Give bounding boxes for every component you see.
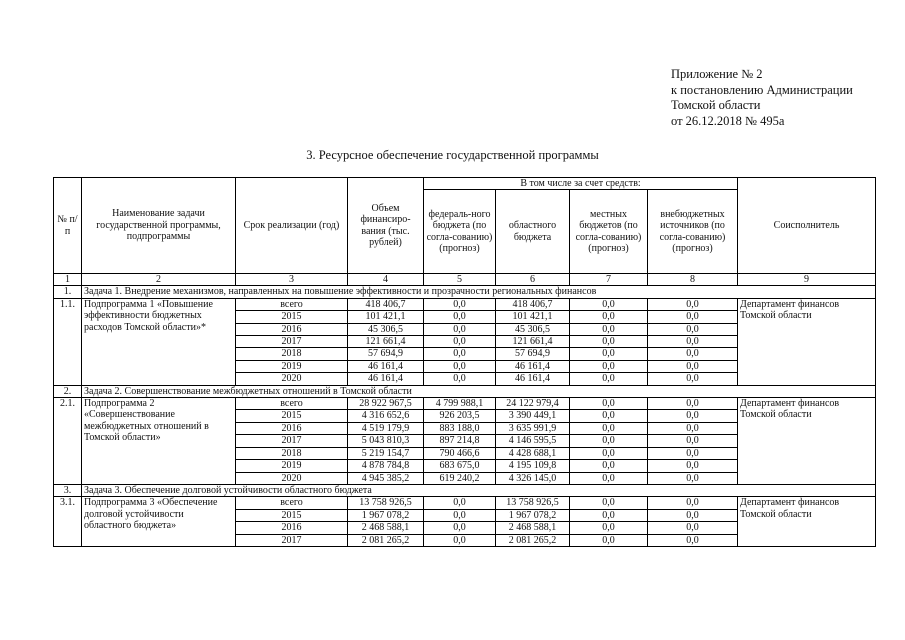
local-cell: 0,0 [570, 422, 648, 434]
extra-cell: 0,0 [648, 472, 738, 484]
extra-cell: 0,0 [648, 348, 738, 360]
total-cell: 4 519 179,9 [348, 422, 424, 434]
year-cell: 2016 [236, 422, 348, 434]
extra-cell: 0,0 [648, 435, 738, 447]
federal-cell: 0,0 [424, 348, 496, 360]
federal-cell: 0,0 [424, 336, 496, 348]
regional-cell: 45 306,5 [496, 323, 570, 335]
task-number: 2. [54, 385, 82, 397]
year-cell: 2020 [236, 373, 348, 385]
federal-cell: 883 188,0 [424, 422, 496, 434]
column-number: 8 [648, 274, 738, 286]
executor-cell: Департамент финансов Томской области [738, 497, 876, 547]
local-cell: 0,0 [570, 534, 648, 546]
header-regional: областного бюджета [496, 190, 570, 274]
column-number: 2 [82, 274, 236, 286]
task-title: Задача 2. Совершенствование межбюджетных отношений в Томской области [82, 385, 876, 397]
extra-cell: 0,0 [648, 422, 738, 434]
task-row [54, 385, 876, 397]
regional-cell: 4 195 109,8 [496, 460, 570, 472]
extra-cell: 0,0 [648, 509, 738, 521]
regional-cell: 46 161,4 [496, 373, 570, 385]
year-cell: 2018 [236, 447, 348, 459]
federal-cell: 0,0 [424, 373, 496, 385]
header-volume: Объем финансиро-вания (тыс. рублей) [348, 178, 424, 274]
header-period: Срок реализации (год) [236, 178, 348, 274]
extra-cell: 0,0 [648, 336, 738, 348]
extra-cell: 0,0 [648, 360, 738, 372]
regional-cell: 46 161,4 [496, 360, 570, 372]
subprogram-name: Подпрограмма 1 «Повышение эффективности бюджетных расходов Томской области»* [82, 298, 236, 385]
total-cell: 418 406,7 [348, 298, 424, 310]
subprogram-number: 1.1. [54, 298, 82, 385]
total-cell: 4 316 652,6 [348, 410, 424, 422]
column-number: 3 [236, 274, 348, 286]
extra-cell: 0,0 [648, 398, 738, 410]
local-cell: 0,0 [570, 522, 648, 534]
total-cell: 4 945 385,2 [348, 472, 424, 484]
year-cell: 2016 [236, 522, 348, 534]
regional-cell: 3 635 991,9 [496, 422, 570, 434]
task-row [54, 286, 876, 298]
federal-cell: 0,0 [424, 509, 496, 521]
appendix-line: от 26.12.2018 № 495а [671, 113, 785, 128]
federal-cell: 4 799 988,1 [424, 398, 496, 410]
header-federal: федераль-ного бюджета (по согла-сованию) (прогноз) [424, 190, 496, 274]
federal-cell: 0,0 [424, 360, 496, 372]
extra-cell: 0,0 [648, 323, 738, 335]
header-executor: Соисполнитель [738, 178, 876, 274]
federal-cell: 683 675,0 [424, 460, 496, 472]
local-cell: 0,0 [570, 348, 648, 360]
total-cell: 46 161,4 [348, 360, 424, 372]
federal-cell: 926 203,5 [424, 410, 496, 422]
total-cell: 2 468 588,1 [348, 522, 424, 534]
extra-cell: 0,0 [648, 298, 738, 310]
total-cell: 101 421,1 [348, 311, 424, 323]
year-cell: 2017 [236, 435, 348, 447]
year-cell: 2017 [236, 336, 348, 348]
regional-cell: 2 468 588,1 [496, 522, 570, 534]
appendix-line: Томской области [671, 98, 761, 112]
appendix-line: к постановлению Администрации [671, 82, 853, 97]
total-cell: 4 878 784,8 [348, 460, 424, 472]
local-cell: 0,0 [570, 373, 648, 385]
regional-cell: 2 081 265,2 [496, 534, 570, 546]
local-cell: 0,0 [570, 447, 648, 459]
subprogram-number: 2.1. [54, 398, 82, 485]
task-title: Задача 3. Обеспечение долговой устойчивости областного бюджета [82, 484, 876, 496]
extra-cell: 0,0 [648, 522, 738, 534]
total-cell: 13 758 926,5 [348, 497, 424, 509]
local-cell: 0,0 [570, 298, 648, 310]
local-cell: 0,0 [570, 460, 648, 472]
total-cell: 46 161,4 [348, 373, 424, 385]
extra-cell: 0,0 [648, 460, 738, 472]
year-cell: 2020 [236, 472, 348, 484]
federal-cell: 0,0 [424, 323, 496, 335]
page-title: 3. Ресурсное обеспечение государственной программы [306, 148, 599, 162]
local-cell: 0,0 [570, 360, 648, 372]
total-cell: 121 661,4 [348, 336, 424, 348]
regional-cell: 4 428 688,1 [496, 447, 570, 459]
extra-cell: 0,0 [648, 497, 738, 509]
task-row [54, 484, 876, 496]
task-title: Задача 1. Внедрение механизмов, направленных на повышение эффективности и прозрачности региональных финансов [82, 286, 876, 298]
subprogram-number: 3.1. [54, 497, 82, 547]
year-cell: всего [236, 497, 348, 509]
executor-cell: Департамент финансов Томской области [738, 298, 876, 385]
extra-cell: 0,0 [648, 534, 738, 546]
header-extra: внебюджетных источников (по согла-сованию) (прогноз) [648, 190, 738, 274]
header-sources-group: В том числе за счет средств: [424, 178, 738, 190]
total-cell: 28 922 967,5 [348, 398, 424, 410]
federal-cell: 619 240,2 [424, 472, 496, 484]
regional-cell: 3 390 449,1 [496, 410, 570, 422]
extra-cell: 0,0 [648, 373, 738, 385]
regional-cell: 24 122 979,4 [496, 398, 570, 410]
column-number: 4 [348, 274, 424, 286]
local-cell: 0,0 [570, 435, 648, 447]
subprogram-name: Подпрограмма 2 «Совершенствование межбюджетных отношений в Томской области» [82, 398, 236, 485]
task-number: 1. [54, 286, 82, 298]
federal-cell: 0,0 [424, 298, 496, 310]
regional-cell: 418 406,7 [496, 298, 570, 310]
regional-cell: 4 146 595,5 [496, 435, 570, 447]
table-row [54, 298, 876, 310]
header-name: Наименование задачи государственной программы, подпрограммы [82, 178, 236, 274]
year-cell: 2019 [236, 460, 348, 472]
regional-cell: 57 694,9 [496, 348, 570, 360]
federal-cell: 897 214,8 [424, 435, 496, 447]
appendix-header [671, 67, 853, 129]
total-cell: 57 694,9 [348, 348, 424, 360]
table-row [54, 398, 876, 410]
table-row [54, 497, 876, 509]
total-cell: 5 219 154,7 [348, 447, 424, 459]
extra-cell: 0,0 [648, 311, 738, 323]
total-cell: 2 081 265,2 [348, 534, 424, 546]
local-cell: 0,0 [570, 398, 648, 410]
column-number-row [54, 274, 876, 286]
regional-cell: 13 758 926,5 [496, 497, 570, 509]
column-number: 6 [496, 274, 570, 286]
task-number: 3. [54, 484, 82, 496]
resource-table [53, 177, 876, 547]
year-cell: 2015 [236, 311, 348, 323]
year-cell: 2018 [236, 348, 348, 360]
year-cell: всего [236, 398, 348, 410]
header-num: № п/п [54, 178, 82, 274]
year-cell: 2019 [236, 360, 348, 372]
local-cell: 0,0 [570, 497, 648, 509]
column-number: 1 [54, 274, 82, 286]
year-cell: 2015 [236, 509, 348, 521]
column-number: 9 [738, 274, 876, 286]
regional-cell: 121 661,4 [496, 336, 570, 348]
table-body [54, 274, 876, 547]
federal-cell: 0,0 [424, 522, 496, 534]
column-number: 7 [570, 274, 648, 286]
local-cell: 0,0 [570, 323, 648, 335]
local-cell: 0,0 [570, 410, 648, 422]
federal-cell: 0,0 [424, 311, 496, 323]
regional-cell: 1 967 078,2 [496, 509, 570, 521]
year-cell: 2015 [236, 410, 348, 422]
local-cell: 0,0 [570, 336, 648, 348]
column-number: 5 [424, 274, 496, 286]
year-cell: 2016 [236, 323, 348, 335]
extra-cell: 0,0 [648, 447, 738, 459]
federal-cell: 0,0 [424, 534, 496, 546]
extra-cell: 0,0 [648, 410, 738, 422]
appendix-line: Приложение № 2 [671, 67, 763, 81]
subprogram-name: Подпрограмма 3 «Обеспечение долговой устойчивости областного бюджета» [82, 497, 236, 547]
regional-cell: 101 421,1 [496, 311, 570, 323]
year-cell: 2017 [236, 534, 348, 546]
regional-cell: 4 326 145,0 [496, 472, 570, 484]
executor-cell: Департамент финансов Томской области [738, 398, 876, 485]
total-cell: 45 306,5 [348, 323, 424, 335]
federal-cell: 0,0 [424, 497, 496, 509]
total-cell: 1 967 078,2 [348, 509, 424, 521]
local-cell: 0,0 [570, 472, 648, 484]
federal-cell: 790 466,6 [424, 447, 496, 459]
local-cell: 0,0 [570, 311, 648, 323]
header-local: местных бюджетов (по согла-сованию) (прогноз) [570, 190, 648, 274]
total-cell: 5 043 810,3 [348, 435, 424, 447]
year-cell: всего [236, 298, 348, 310]
local-cell: 0,0 [570, 509, 648, 521]
